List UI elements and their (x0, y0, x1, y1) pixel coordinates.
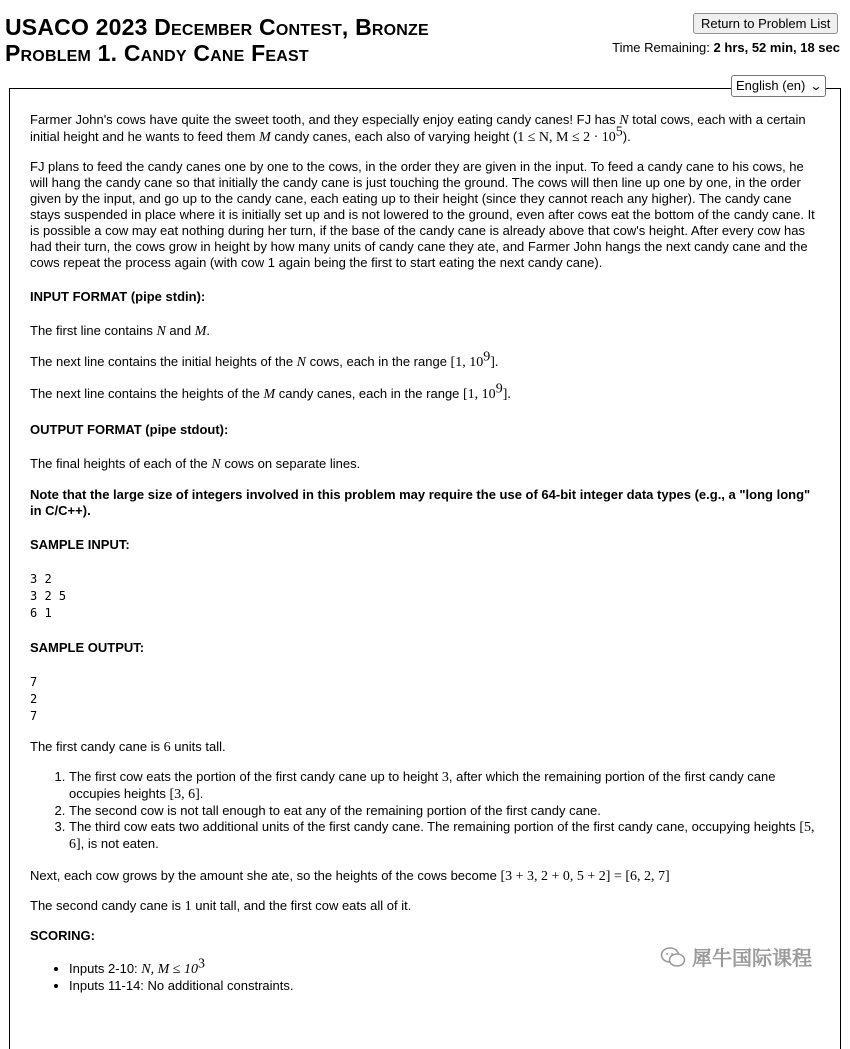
input-format-header: INPUT FORMAT (pipe stdin): (30, 289, 206, 304)
text: The second cow is not tall enough to eat any of the remaining portion of the first candy cane. (69, 803, 601, 818)
math-exp: 5 (615, 124, 623, 140)
math-range: [1, 10 (450, 355, 484, 370)
watermark (660, 942, 812, 971)
math-var: M (194, 324, 207, 339)
return-to-problem-list-button[interactable]: Return to Problem List (693, 13, 838, 34)
chevron-down-icon: ⌄ (809, 79, 823, 93)
text: Next, each cow grows by the amount she ate, so the heights of the cows become (30, 868, 501, 883)
problem-name: Problem 1. Candy Cane Feast (5, 40, 309, 66)
text: cows on separate lines. (220, 456, 361, 471)
integer-size-note: Note that the large size of integers involved in this problem may require the use of 64-bit integer data types (e.g., a "long long" in C/C++). (30, 487, 811, 518)
math-value: 1 (184, 899, 192, 914)
problem-statement (30, 112, 824, 994)
wechat-logo-icon (660, 946, 686, 968)
contest-title: USACO 2023 December Contest, Bronze (5, 14, 429, 40)
text: Farmer John's cows have quite the sweet tooth, and they especially enjoy eating candy canes! FJ has (30, 112, 620, 127)
text: Inputs 11-14: No additional constraints. (69, 978, 294, 993)
text: and (165, 323, 195, 338)
math-var: M (263, 387, 276, 402)
text: units tall. (170, 739, 226, 754)
math-range-end: ]. (490, 355, 499, 370)
time-label: Time Remaining: (612, 40, 710, 55)
math-exp: 9 (495, 381, 503, 397)
text: Inputs 2-10: (69, 961, 142, 976)
text: The final heights of each of the (30, 456, 212, 471)
description-paragraph: FJ plans to feed the candy canes one by one to the cows, in the order they are given in the input. To feed a candy cane to his cows, he will hang the candy cane so that initially the candy cane is just touching the ground. The cows will then line up one by one, in the order given by the input, and go up to the candy cane, each eating up to their height (since they cannot reach any higher). The candy cane stays suspended in place where it is initially set up and is not lowered to the ground, even after cows eat the bottom of the candy cane. It is possible a cow may eat nothing during her turn, if the base of the candy cane is already above that cow's height. After every cow has had their turn, the cows grow in height by how many units of candy cane they ate, and Farmer John hangs the next candy cane and the cows repeat the process again (with cow 1 again being the first to start eating the next candy cane). (30, 159, 815, 270)
explanation-steps (30, 769, 824, 853)
text: The first line contains (30, 323, 157, 338)
text: total cows, each with a certain initial height and he wants to feed them (30, 112, 806, 144)
math-expression: [3 + 3, 2 + 0, 5 + 2] = [6, 2, 7] (500, 869, 670, 884)
math-var: N (211, 457, 221, 472)
sample-output-block: 7 2 7 (30, 675, 38, 723)
text: The next line contains the initial heights of the (30, 354, 297, 369)
math-exp: 3 (197, 956, 205, 972)
math-value: 6 (163, 740, 171, 755)
scoring-header: SCORING: (30, 928, 95, 943)
text: The first candy cane is (30, 739, 164, 754)
growth-explanation (30, 868, 824, 885)
time-value: 2 hrs, 52 min, 18 sec (713, 40, 840, 55)
text: The first cow eats the portion of the first candy cane up to height (69, 769, 442, 784)
watermark-text: 犀牛国际课程 (692, 948, 812, 970)
math-exp: 9 (483, 349, 491, 365)
text: . (199, 786, 204, 801)
list-item (69, 769, 824, 803)
list-item (69, 819, 824, 853)
math-var: N (296, 355, 307, 370)
list-item (69, 803, 824, 819)
problem-title (5, 14, 429, 66)
text: The third cow eats two additional units of the first candy cane. The remaining portion of the first candy cane, occupying heights (69, 819, 800, 834)
text: candy canes, each in the range (275, 386, 464, 401)
math-constraint: N, M ≤ 10 (141, 962, 198, 977)
language-select[interactable] (731, 75, 826, 97)
math-var: M (259, 130, 271, 145)
math-range-end: ]. (502, 387, 511, 402)
math-var: N (619, 113, 629, 128)
text: cows, each in the range (306, 354, 451, 369)
input-line-2 (30, 349, 824, 371)
text: ). (622, 129, 631, 144)
math-constraint: 1 ≤ N, M ≤ 2 · 10 (517, 130, 616, 145)
intro-paragraph (30, 112, 824, 146)
math-interval: [5, 6] (69, 820, 815, 852)
second-cane-explanation (30, 898, 824, 915)
language-value: English (en) (736, 78, 806, 93)
input-line-1 (30, 323, 824, 340)
math-range: [1, 10 (463, 387, 496, 402)
text: , is not eaten. (80, 836, 159, 851)
output-format-header: OUTPUT FORMAT (pipe stdout): (30, 422, 229, 437)
sample-input-block: 3 2 3 2 5 6 1 (30, 572, 67, 620)
time-remaining (612, 40, 840, 55)
math-interval: [3, 6] (169, 787, 200, 802)
input-line-3 (30, 381, 824, 403)
math-value: 3 (441, 770, 449, 785)
math-var: N (156, 324, 166, 339)
text: The next line contains the heights of the (30, 386, 264, 401)
text: The second candy cane is (30, 898, 185, 913)
sample-input-header: SAMPLE INPUT: (30, 537, 130, 552)
sample-output-header: SAMPLE OUTPUT: (30, 640, 145, 655)
list-item (69, 978, 824, 994)
text: . (206, 323, 211, 338)
text: unit tall, and the first cow eats all of it. (191, 898, 412, 913)
explanation-intro (30, 739, 824, 756)
text: candy canes, each also of varying height ( (270, 129, 518, 144)
text: , after which the remaining portion of the first candy cane occupies heights (69, 769, 776, 801)
output-line-1 (30, 456, 824, 473)
